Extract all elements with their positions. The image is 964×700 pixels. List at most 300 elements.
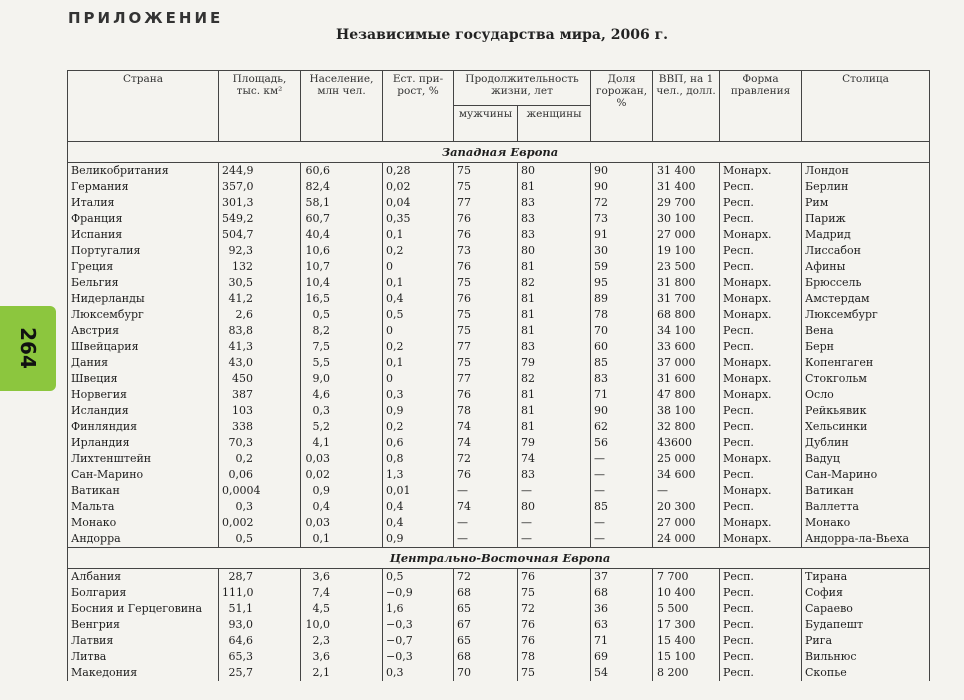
- table-row: [68, 483, 930, 499]
- cell-population: 0,1: [301, 531, 383, 548]
- col-area: Площадь, тыс. км²: [219, 71, 301, 142]
- cell-growth: 0,2: [383, 243, 454, 259]
- col-life-women: женщины: [518, 106, 591, 142]
- cell-area: 25,7: [219, 665, 301, 681]
- cell-urban: 89: [591, 291, 653, 307]
- cell-life-men: 76: [454, 227, 518, 243]
- table-row: [68, 633, 930, 649]
- cell-area: 301,3: [219, 195, 301, 211]
- cell-area: 43,0: [219, 355, 301, 371]
- cell-capital: Вена: [802, 323, 930, 339]
- cell-country: Лихтенштейн: [68, 451, 219, 467]
- cell-capital: Андорра-ла-Вьеха: [802, 531, 930, 548]
- cell-urban: 56: [591, 435, 653, 451]
- col-country: Страна: [68, 71, 219, 142]
- section-row: [68, 548, 930, 569]
- cell-growth: 0,3: [383, 387, 454, 403]
- countries-table: [67, 70, 930, 681]
- cell-government: Монарх.: [720, 451, 802, 467]
- cell-life-women: 83: [518, 227, 591, 243]
- table-row: [68, 275, 930, 291]
- cell-population: 7,5: [301, 339, 383, 355]
- cell-area: 0,0004: [219, 483, 301, 499]
- cell-urban: 62: [591, 419, 653, 435]
- cell-country: Великобритания: [68, 163, 219, 180]
- cell-life-men: 76: [454, 211, 518, 227]
- cell-country: Дания: [68, 355, 219, 371]
- cell-government: Монарх.: [720, 531, 802, 548]
- cell-capital: Сараево: [802, 601, 930, 617]
- table-row: [68, 531, 930, 548]
- cell-gdp: 24 000: [653, 531, 720, 548]
- cell-area: 93,0: [219, 617, 301, 633]
- table-row: [68, 227, 930, 243]
- page-section-label: ПРИЛОЖЕНИЕ: [68, 9, 224, 27]
- cell-area: 0,5: [219, 531, 301, 548]
- cell-country: Македония: [68, 665, 219, 681]
- cell-area: 549,2: [219, 211, 301, 227]
- cell-capital: Ватикан: [802, 483, 930, 499]
- cell-area: 0,06: [219, 467, 301, 483]
- cell-growth: −0,3: [383, 649, 454, 665]
- table-row: [68, 451, 930, 467]
- cell-government: Респ.: [720, 243, 802, 259]
- cell-government: Респ.: [720, 195, 802, 211]
- cell-growth: 0,02: [383, 179, 454, 195]
- cell-capital: Рим: [802, 195, 930, 211]
- cell-gdp: 19 100: [653, 243, 720, 259]
- cell-population: 4,6: [301, 387, 383, 403]
- cell-growth: −0,9: [383, 585, 454, 601]
- cell-population: 40,4: [301, 227, 383, 243]
- cell-government: Монарх.: [720, 355, 802, 371]
- cell-gdp: 20 300: [653, 499, 720, 515]
- cell-growth: 0,9: [383, 403, 454, 419]
- cell-growth: 0,28: [383, 163, 454, 180]
- cell-government: Респ.: [720, 259, 802, 275]
- cell-government: Респ.: [720, 403, 802, 419]
- cell-life-women: 83: [518, 195, 591, 211]
- cell-growth: 1,3: [383, 467, 454, 483]
- cell-country: Испания: [68, 227, 219, 243]
- cell-area: 51,1: [219, 601, 301, 617]
- table-row: [68, 291, 930, 307]
- cell-urban: 85: [591, 355, 653, 371]
- cell-urban: 30: [591, 243, 653, 259]
- cell-growth: 0: [383, 259, 454, 275]
- table-header: [68, 71, 930, 142]
- cell-capital: Рига: [802, 633, 930, 649]
- cell-government: Респ.: [720, 649, 802, 665]
- cell-population: 0,03: [301, 451, 383, 467]
- cell-life-women: 76: [518, 633, 591, 649]
- cell-urban: 36: [591, 601, 653, 617]
- cell-life-men: 73: [454, 243, 518, 259]
- cell-gdp: 7 700: [653, 569, 720, 586]
- cell-capital: Валлетта: [802, 499, 930, 515]
- cell-capital: Осло: [802, 387, 930, 403]
- cell-gdp: 27 000: [653, 515, 720, 531]
- cell-gdp: 37 000: [653, 355, 720, 371]
- cell-life-men: 70: [454, 665, 518, 681]
- cell-government: Респ.: [720, 633, 802, 649]
- cell-urban: —: [591, 483, 653, 499]
- cell-country: Босния и Герцеговина: [68, 601, 219, 617]
- table-row: [68, 355, 930, 371]
- cell-gdp: 32 800: [653, 419, 720, 435]
- cell-area: 41,2: [219, 291, 301, 307]
- cell-urban: 69: [591, 649, 653, 665]
- cell-area: 64,6: [219, 633, 301, 649]
- cell-population: 60,7: [301, 211, 383, 227]
- cell-life-men: 76: [454, 291, 518, 307]
- cell-growth: 0,2: [383, 339, 454, 355]
- cell-growth: 0,4: [383, 515, 454, 531]
- cell-country: Швеция: [68, 371, 219, 387]
- cell-capital: Монако: [802, 515, 930, 531]
- cell-life-women: —: [518, 483, 591, 499]
- cell-life-women: —: [518, 515, 591, 531]
- table-row: [68, 665, 930, 681]
- cell-capital: Хельсинки: [802, 419, 930, 435]
- cell-capital: Дублин: [802, 435, 930, 451]
- table-row: [68, 585, 930, 601]
- cell-area: 83,8: [219, 323, 301, 339]
- cell-area: 0,002: [219, 515, 301, 531]
- cell-country: Греция: [68, 259, 219, 275]
- cell-gdp: 47 800: [653, 387, 720, 403]
- cell-capital: София: [802, 585, 930, 601]
- cell-population: 3,6: [301, 649, 383, 665]
- cell-government: Респ.: [720, 435, 802, 451]
- cell-urban: 90: [591, 163, 653, 180]
- cell-growth: 0,35: [383, 211, 454, 227]
- cell-life-men: —: [454, 483, 518, 499]
- cell-country: Швейцария: [68, 339, 219, 355]
- cell-country: Финляндия: [68, 419, 219, 435]
- cell-country: Португалия: [68, 243, 219, 259]
- cell-urban: 85: [591, 499, 653, 515]
- cell-urban: 60: [591, 339, 653, 355]
- cell-life-men: 77: [454, 371, 518, 387]
- cell-urban: —: [591, 467, 653, 483]
- cell-area: 357,0: [219, 179, 301, 195]
- cell-gdp: 23 500: [653, 259, 720, 275]
- cell-government: Респ.: [720, 339, 802, 355]
- cell-gdp: 43600: [653, 435, 720, 451]
- cell-gdp: 33 600: [653, 339, 720, 355]
- cell-population: 0,02: [301, 467, 383, 483]
- cell-urban: 73: [591, 211, 653, 227]
- cell-growth: 0: [383, 371, 454, 387]
- cell-urban: 72: [591, 195, 653, 211]
- cell-country: Австрия: [68, 323, 219, 339]
- cell-growth: 0,5: [383, 307, 454, 323]
- cell-life-men: 78: [454, 403, 518, 419]
- cell-area: 41,3: [219, 339, 301, 355]
- cell-capital: Будапешт: [802, 617, 930, 633]
- cell-population: 4,1: [301, 435, 383, 451]
- cell-life-men: 68: [454, 649, 518, 665]
- cell-life-women: 81: [518, 179, 591, 195]
- table-row: [68, 371, 930, 387]
- cell-life-men: 65: [454, 633, 518, 649]
- cell-population: 60,6: [301, 163, 383, 180]
- table-row: [68, 601, 930, 617]
- cell-area: 132: [219, 259, 301, 275]
- cell-area: 92,3: [219, 243, 301, 259]
- cell-government: Респ.: [720, 419, 802, 435]
- cell-area: 70,3: [219, 435, 301, 451]
- cell-life-women: 72: [518, 601, 591, 617]
- cell-life-men: 74: [454, 419, 518, 435]
- cell-growth: 0,3: [383, 665, 454, 681]
- cell-capital: Рейкьявик: [802, 403, 930, 419]
- cell-gdp: 5 500: [653, 601, 720, 617]
- cell-country: Албания: [68, 569, 219, 586]
- cell-population: 0,4: [301, 499, 383, 515]
- table-row: [68, 499, 930, 515]
- table-row: [68, 243, 930, 259]
- cell-life-women: 75: [518, 585, 591, 601]
- cell-growth: −0,3: [383, 617, 454, 633]
- page-number: 264: [16, 327, 40, 369]
- col-growth: Ест. прирост, %: [383, 71, 454, 142]
- cell-government: Монарх.: [720, 275, 802, 291]
- cell-country: Нидерланды: [68, 291, 219, 307]
- table-row: [68, 339, 930, 355]
- cell-life-men: 75: [454, 179, 518, 195]
- cell-government: Респ.: [720, 569, 802, 586]
- cell-capital: Вадуц: [802, 451, 930, 467]
- cell-area: 2,6: [219, 307, 301, 323]
- cell-government: Респ.: [720, 617, 802, 633]
- cell-gdp: 31 400: [653, 163, 720, 180]
- cell-urban: 37: [591, 569, 653, 586]
- cell-urban: 90: [591, 179, 653, 195]
- cell-growth: 0,01: [383, 483, 454, 499]
- cell-population: 8,2: [301, 323, 383, 339]
- table-row: [68, 259, 930, 275]
- cell-life-women: 81: [518, 323, 591, 339]
- cell-population: 10,0: [301, 617, 383, 633]
- table-row: [68, 515, 930, 531]
- cell-area: 450: [219, 371, 301, 387]
- cell-government: Респ.: [720, 211, 802, 227]
- cell-urban: 71: [591, 387, 653, 403]
- cell-life-women: 76: [518, 617, 591, 633]
- cell-government: Монарх.: [720, 307, 802, 323]
- cell-life-men: 74: [454, 499, 518, 515]
- cell-country: Германия: [68, 179, 219, 195]
- cell-gdp: 15 100: [653, 649, 720, 665]
- cell-growth: 0,1: [383, 227, 454, 243]
- cell-life-women: 81: [518, 387, 591, 403]
- cell-life-women: 81: [518, 307, 591, 323]
- cell-gdp: 8 200: [653, 665, 720, 681]
- cell-gdp: 31 600: [653, 371, 720, 387]
- cell-life-men: 76: [454, 467, 518, 483]
- table-row: [68, 211, 930, 227]
- cell-life-women: —: [518, 531, 591, 548]
- cell-urban: 95: [591, 275, 653, 291]
- cell-urban: 59: [591, 259, 653, 275]
- cell-gdp: —: [653, 483, 720, 499]
- cell-country: Норвегия: [68, 387, 219, 403]
- cell-life-women: 79: [518, 355, 591, 371]
- table-row: [68, 403, 930, 419]
- cell-country: Болгария: [68, 585, 219, 601]
- cell-government: Респ.: [720, 179, 802, 195]
- cell-population: 5,2: [301, 419, 383, 435]
- cell-urban: 91: [591, 227, 653, 243]
- cell-growth: 0,2: [383, 419, 454, 435]
- cell-growth: 0,1: [383, 275, 454, 291]
- cell-life-women: 75: [518, 665, 591, 681]
- cell-capital: Вильнюс: [802, 649, 930, 665]
- cell-population: 0,03: [301, 515, 383, 531]
- cell-population: 2,3: [301, 633, 383, 649]
- table-row: [68, 307, 930, 323]
- cell-life-men: 77: [454, 339, 518, 355]
- cell-country: Исландия: [68, 403, 219, 419]
- cell-life-men: —: [454, 515, 518, 531]
- cell-government: Респ.: [720, 585, 802, 601]
- cell-life-men: 75: [454, 275, 518, 291]
- cell-country: Венгрия: [68, 617, 219, 633]
- cell-population: 4,5: [301, 601, 383, 617]
- cell-life-men: 75: [454, 307, 518, 323]
- table-row: [68, 649, 930, 665]
- cell-gdp: 25 000: [653, 451, 720, 467]
- cell-life-women: 82: [518, 275, 591, 291]
- cell-growth: 0,8: [383, 451, 454, 467]
- cell-life-women: 81: [518, 259, 591, 275]
- cell-capital: Копенгаген: [802, 355, 930, 371]
- cell-capital: Лондон: [802, 163, 930, 180]
- cell-capital: Люксембург: [802, 307, 930, 323]
- cell-urban: 54: [591, 665, 653, 681]
- cell-capital: Брюссель: [802, 275, 930, 291]
- col-life-expectancy: Продолжительность жизни, лет: [454, 71, 591, 106]
- cell-urban: 63: [591, 617, 653, 633]
- cell-country: Франция: [68, 211, 219, 227]
- cell-government: Монарх.: [720, 371, 802, 387]
- cell-capital: Мадрид: [802, 227, 930, 243]
- cell-gdp: 31 700: [653, 291, 720, 307]
- cell-capital: Лиссабон: [802, 243, 930, 259]
- cell-population: 2,1: [301, 665, 383, 681]
- cell-government: Респ.: [720, 323, 802, 339]
- cell-area: 65,3: [219, 649, 301, 665]
- cell-area: 338: [219, 419, 301, 435]
- cell-growth: 0,04: [383, 195, 454, 211]
- cell-population: 10,4: [301, 275, 383, 291]
- section-row: [68, 142, 930, 163]
- cell-growth: 0,1: [383, 355, 454, 371]
- cell-life-women: 83: [518, 211, 591, 227]
- table-row: [68, 323, 930, 339]
- cell-life-men: 76: [454, 259, 518, 275]
- cell-growth: 0,9: [383, 531, 454, 548]
- table-row: [68, 195, 930, 211]
- cell-population: 10,6: [301, 243, 383, 259]
- cell-country: Италия: [68, 195, 219, 211]
- cell-area: 0,2: [219, 451, 301, 467]
- cell-area: 504,7: [219, 227, 301, 243]
- cell-country: Бельгия: [68, 275, 219, 291]
- cell-country: Латвия: [68, 633, 219, 649]
- cell-area: 244,9: [219, 163, 301, 180]
- cell-life-women: 83: [518, 339, 591, 355]
- cell-population: 3,6: [301, 569, 383, 586]
- cell-gdp: 34 600: [653, 467, 720, 483]
- table-row: [68, 419, 930, 435]
- cell-urban: —: [591, 451, 653, 467]
- cell-area: 111,0: [219, 585, 301, 601]
- cell-life-women: 80: [518, 499, 591, 515]
- table-row: [68, 569, 930, 586]
- cell-life-women: 76: [518, 569, 591, 586]
- cell-capital: Афины: [802, 259, 930, 275]
- cell-government: Респ.: [720, 499, 802, 515]
- cell-government: Монарх.: [720, 483, 802, 499]
- cell-life-women: 79: [518, 435, 591, 451]
- cell-urban: 71: [591, 633, 653, 649]
- cell-gdp: 31 400: [653, 179, 720, 195]
- cell-gdp: 29 700: [653, 195, 720, 211]
- cell-urban: 78: [591, 307, 653, 323]
- table-row: [68, 179, 930, 195]
- cell-government: Респ.: [720, 665, 802, 681]
- cell-life-men: 72: [454, 451, 518, 467]
- cell-urban: —: [591, 515, 653, 531]
- cell-capital: Тирана: [802, 569, 930, 586]
- cell-capital: Берн: [802, 339, 930, 355]
- cell-population: 5,5: [301, 355, 383, 371]
- cell-government: Респ.: [720, 601, 802, 617]
- cell-area: 103: [219, 403, 301, 419]
- cell-life-women: 81: [518, 291, 591, 307]
- col-population: Население, млн чел.: [301, 71, 383, 142]
- cell-country: Ирландия: [68, 435, 219, 451]
- col-capital: Столица: [802, 71, 930, 142]
- cell-life-men: 74: [454, 435, 518, 451]
- cell-life-men: 65: [454, 601, 518, 617]
- table-row: [68, 387, 930, 403]
- cell-growth: 0,5: [383, 569, 454, 586]
- cell-capital: Берлин: [802, 179, 930, 195]
- cell-growth: −0,7: [383, 633, 454, 649]
- cell-growth: 1,6: [383, 601, 454, 617]
- col-government: Форма правления: [720, 71, 802, 142]
- cell-country: Литва: [68, 649, 219, 665]
- cell-area: 30,5: [219, 275, 301, 291]
- cell-urban: 83: [591, 371, 653, 387]
- cell-capital: Париж: [802, 211, 930, 227]
- cell-population: 82,4: [301, 179, 383, 195]
- col-gdp: ВВП, на 1 чел., долл.: [653, 71, 720, 142]
- cell-area: 387: [219, 387, 301, 403]
- cell-government: Монарх.: [720, 291, 802, 307]
- cell-life-women: 80: [518, 163, 591, 180]
- cell-life-women: 74: [518, 451, 591, 467]
- cell-life-women: 81: [518, 403, 591, 419]
- cell-population: 16,5: [301, 291, 383, 307]
- cell-gdp: 34 100: [653, 323, 720, 339]
- cell-life-men: 75: [454, 355, 518, 371]
- cell-area: 28,7: [219, 569, 301, 586]
